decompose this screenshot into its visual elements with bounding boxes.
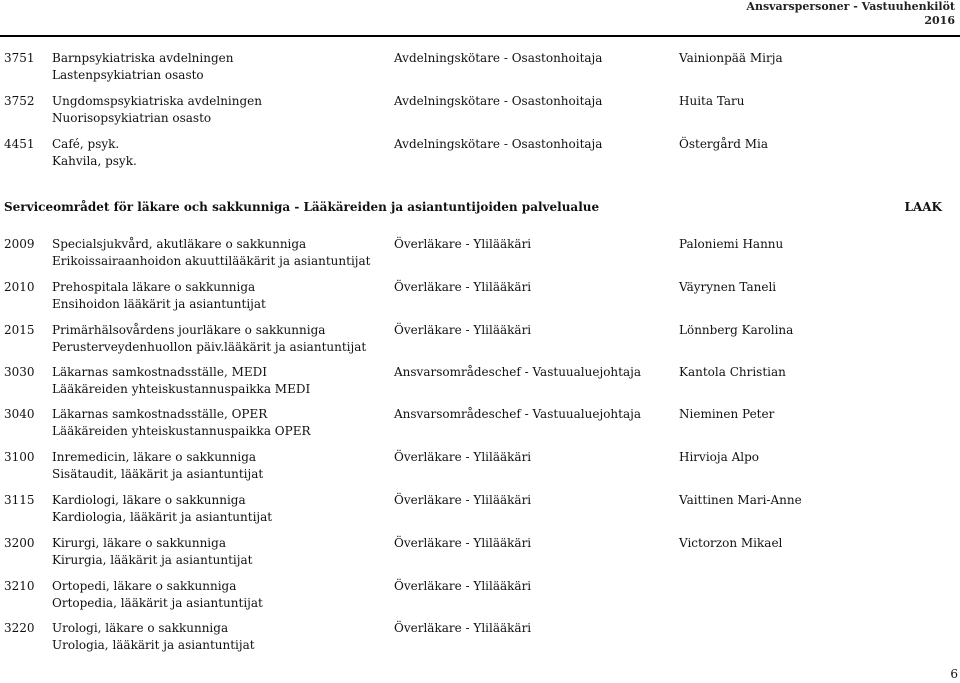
role-title: Överläkare - Ylilääkäri: [394, 450, 532, 464]
list-item: [0, 50, 960, 84]
role-title: Överläkare - Ylilääkäri: [394, 323, 532, 337]
unit-name-sv: Café, psyk.: [52, 137, 120, 151]
unit-name-sv: Läkarnas samkostnadsställe, MEDI: [52, 365, 267, 379]
list-item: [0, 449, 960, 483]
list-item: [0, 322, 960, 356]
role-title: Ansvarsområdeschef - Vastuualuejohtaja: [394, 365, 641, 379]
person-name: Hirvioja Alpo: [679, 450, 759, 464]
list-item: [0, 364, 960, 398]
person-name: Vainionpää Mirja: [679, 51, 783, 65]
list-item: [0, 406, 960, 440]
list-item: [0, 136, 960, 170]
person-name: Nieminen Peter: [679, 407, 775, 421]
list-item: [0, 93, 960, 127]
person-name: Väyrynen Taneli: [679, 280, 777, 294]
list-item: [0, 620, 960, 654]
role-title: Överläkare - Ylilääkäri: [394, 579, 532, 593]
unit-name-fi: Kahvila, psyk.: [52, 154, 137, 168]
unit-name-sv: Barnpsykiatriska avdelningen: [52, 51, 234, 65]
unit-code: 3210: [4, 579, 35, 593]
section-title: Serviceområdet för läkare och sakkunniga - Lääkäreiden ja asiantuntijoiden palvelualue: [4, 200, 600, 214]
unit-code: 3115: [4, 493, 35, 507]
role-title: Avdelningskötare - Osastonhoitaja: [394, 51, 603, 65]
unit-name-sv: Inremedicin, läkare o sakkunniga: [52, 450, 257, 464]
person-name: Paloniemi Hannu: [679, 237, 784, 251]
unit-name-sv: Kirurgi, läkare o sakkunniga: [52, 536, 226, 550]
unit-name-sv: Ortopedi, läkare o sakkunniga: [52, 579, 237, 593]
unit-name-fi: Erikoissairaanhoidon akuuttilääkärit ja asiantuntijat: [52, 254, 371, 268]
unit-name-fi: Lastenpsykiatrian osasto: [52, 68, 204, 82]
unit-name-fi: Lääkäreiden yhteiskustannuspaikka MEDI: [52, 382, 311, 396]
unit-code: 2015: [4, 323, 35, 337]
unit-name-fi: Ensihoidon lääkärit ja asiantuntijat: [52, 297, 266, 311]
document-header-title: Ansvarspersoner - Vastuuhenkilöt: [746, 0, 955, 13]
unit-code: 3220: [4, 621, 35, 635]
role-title: Överläkare - Ylilääkäri: [394, 621, 532, 635]
person-name: Lönnberg Karolina: [679, 323, 794, 337]
section-code: LAAK: [904, 200, 942, 214]
role-title: Avdelningskötare - Osastonhoitaja: [394, 137, 603, 151]
person-name: Kantola Christian: [679, 365, 786, 379]
unit-code: 4451: [4, 137, 35, 151]
list-item: [0, 535, 960, 569]
role-title: Överläkare - Ylilääkäri: [394, 237, 532, 251]
role-title: Överläkare - Ylilääkäri: [394, 536, 532, 550]
unit-name-sv: Ungdomspsykiatriska avdelningen: [52, 94, 263, 108]
unit-name-fi: Lääkäreiden yhteiskustannuspaikka OPER: [52, 424, 311, 438]
unit-name-sv: Specialsjukvård, akutläkare o sakkunniga: [52, 237, 307, 251]
header-divider: [0, 35, 960, 37]
unit-name-fi: Nuorisopsykiatrian osasto: [52, 111, 212, 125]
list-item: [0, 279, 960, 313]
unit-name-sv: Läkarnas samkostnadsställe, OPER: [52, 407, 268, 421]
person-name: Vaittinen Mari-Anne: [679, 493, 802, 507]
person-name: Östergård Mia: [679, 137, 769, 151]
unit-name-fi: Perusterveydenhuollon päiv.lääkärit ja asiantuntijat: [52, 340, 367, 354]
unit-code: 2009: [4, 237, 35, 251]
unit-name-sv: Primärhälsovårdens jourläkare o sakkunniga: [52, 323, 326, 337]
unit-code: 3030: [4, 365, 35, 379]
unit-name-sv: Urologi, läkare o sakkunniga: [52, 621, 229, 635]
unit-name-fi: Urologia, lääkärit ja asiantuntijat: [52, 638, 255, 652]
unit-name-fi: Kardiologia, lääkärit ja asiantuntijat: [52, 510, 273, 524]
page-number: 6: [950, 667, 958, 681]
unit-code: 3200: [4, 536, 35, 550]
unit-name-sv: Prehospitala läkare o sakkunniga: [52, 280, 256, 294]
person-name: Huita Taru: [679, 94, 745, 108]
unit-code: 3752: [4, 94, 35, 108]
unit-name-fi: Ortopedia, lääkärit ja asiantuntijat: [52, 596, 263, 610]
person-name: Victorzon Mikael: [679, 536, 783, 550]
unit-code: 2010: [4, 280, 35, 294]
unit-code: 3100: [4, 450, 35, 464]
unit-code: 3040: [4, 407, 35, 421]
list-item: [0, 578, 960, 612]
role-title: Överläkare - Ylilääkäri: [394, 280, 532, 294]
role-title: Överläkare - Ylilääkäri: [394, 493, 532, 507]
unit-name-fi: Kirurgia, lääkärit ja asiantuntijat: [52, 553, 253, 567]
list-item: [0, 236, 960, 270]
list-item: [0, 492, 960, 526]
document-header-year: 2016: [924, 14, 955, 27]
unit-name-sv: Kardiologi, läkare o sakkunniga: [52, 493, 246, 507]
unit-name-fi: Sisätaudit, lääkärit ja asiantuntijat: [52, 467, 264, 481]
unit-code: 3751: [4, 51, 35, 65]
role-title: Ansvarsområdeschef - Vastuualuejohtaja: [394, 407, 641, 421]
role-title: Avdelningskötare - Osastonhoitaja: [394, 94, 603, 108]
